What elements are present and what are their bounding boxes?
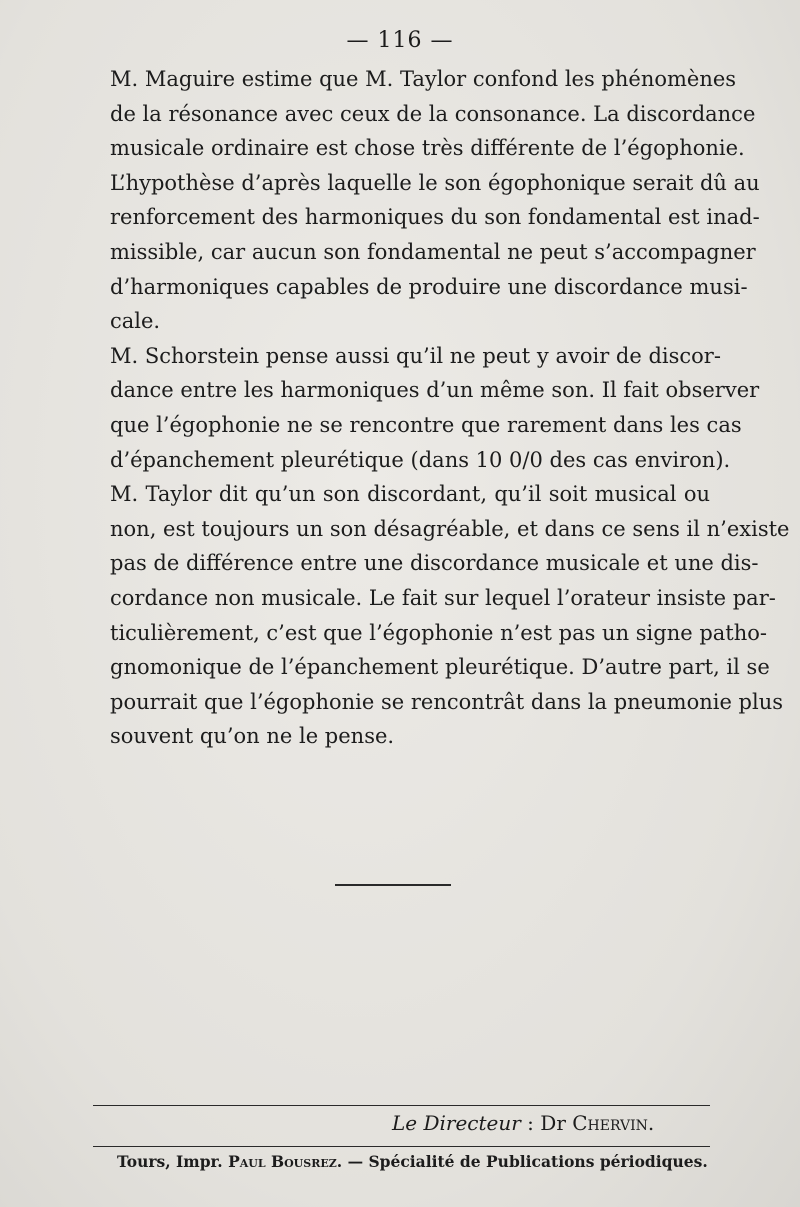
paragraph-schorstein: [87, 339, 760, 477]
printer-imprint: [117, 1152, 708, 1171]
body-text: [87, 62, 790, 754]
imprint-printer: Paul Bousrez.: [228, 1152, 343, 1171]
signature-role: Le Directeur: [392, 1111, 521, 1135]
text-line: pourrait que l’égophonie se rencontrât dans la pneumonie plus: [110, 689, 784, 714]
text-line: M. Schorstein pense aussi qu’il ne peut y avoir de discor-: [110, 343, 721, 368]
footer-rule-top: [93, 1105, 710, 1106]
imprint-city: Tours, Impr.: [117, 1152, 229, 1171]
text-line: missible, car aucun son fondamental ne peut s’accompagner: [110, 239, 756, 264]
signature-title: Dr: [540, 1111, 566, 1135]
director-signature: [392, 1111, 654, 1135]
text-line: d’harmoniques capables de produire une discordance musi-: [110, 274, 748, 299]
text-line: gnomonique de l’épanchement pleurétique. D’autre part, il se: [110, 655, 770, 680]
imprint-rest: — Spécialité de Publications périodiques.: [342, 1152, 708, 1171]
footer-rule-bottom: [93, 1146, 710, 1147]
paragraph-taylor: [87, 477, 790, 754]
text-line: L’hypothèse d’après laquelle le son égophonique serait dû au: [110, 170, 760, 195]
text-line: cale.: [110, 309, 161, 334]
text-line: M. Maguire estime que M. Taylor confond les phénomènes: [110, 67, 737, 91]
page-number: — 116 —: [346, 28, 454, 53]
text-line: souvent qu’on ne le pense.: [110, 724, 395, 749]
text-line: d’épanchement pleurétique (dans 10 0/0 des cas environ).: [110, 447, 731, 472]
text-line: M. Taylor dit qu’un son discordant, qu’il soit musical ou: [110, 482, 710, 507]
section-separator: [335, 884, 451, 886]
text-line: ticulièrement, c’est que l’égophonie n’est pas un signe patho-: [110, 620, 767, 645]
text-line: renforcement des harmoniques du son fondamental est inad-: [110, 205, 760, 230]
text-line: musicale ordinaire est chose très différente de l’égophonie.: [110, 136, 745, 161]
text-line: que l’égophonie ne se rencontre que rarement dans les cas: [110, 412, 742, 437]
text-line: cordance non musicale. Le fait sur lequel l’orateur insiste par-: [110, 585, 776, 610]
signature-separator: :: [520, 1111, 541, 1135]
paragraph-maguire: [87, 62, 760, 339]
signature-name: Chervin.: [572, 1111, 655, 1135]
text-line: de la résonance avec ceux de la consonance. La discordance: [110, 101, 756, 126]
text-line: non, est toujours un son désagréable, et dans ce sens il n’existe: [110, 516, 790, 541]
text-line: dance entre les harmoniques d’un même son. Il fait observer: [110, 378, 760, 403]
text-line: pas de différence entre une discordance musicale et une dis-: [110, 551, 759, 576]
